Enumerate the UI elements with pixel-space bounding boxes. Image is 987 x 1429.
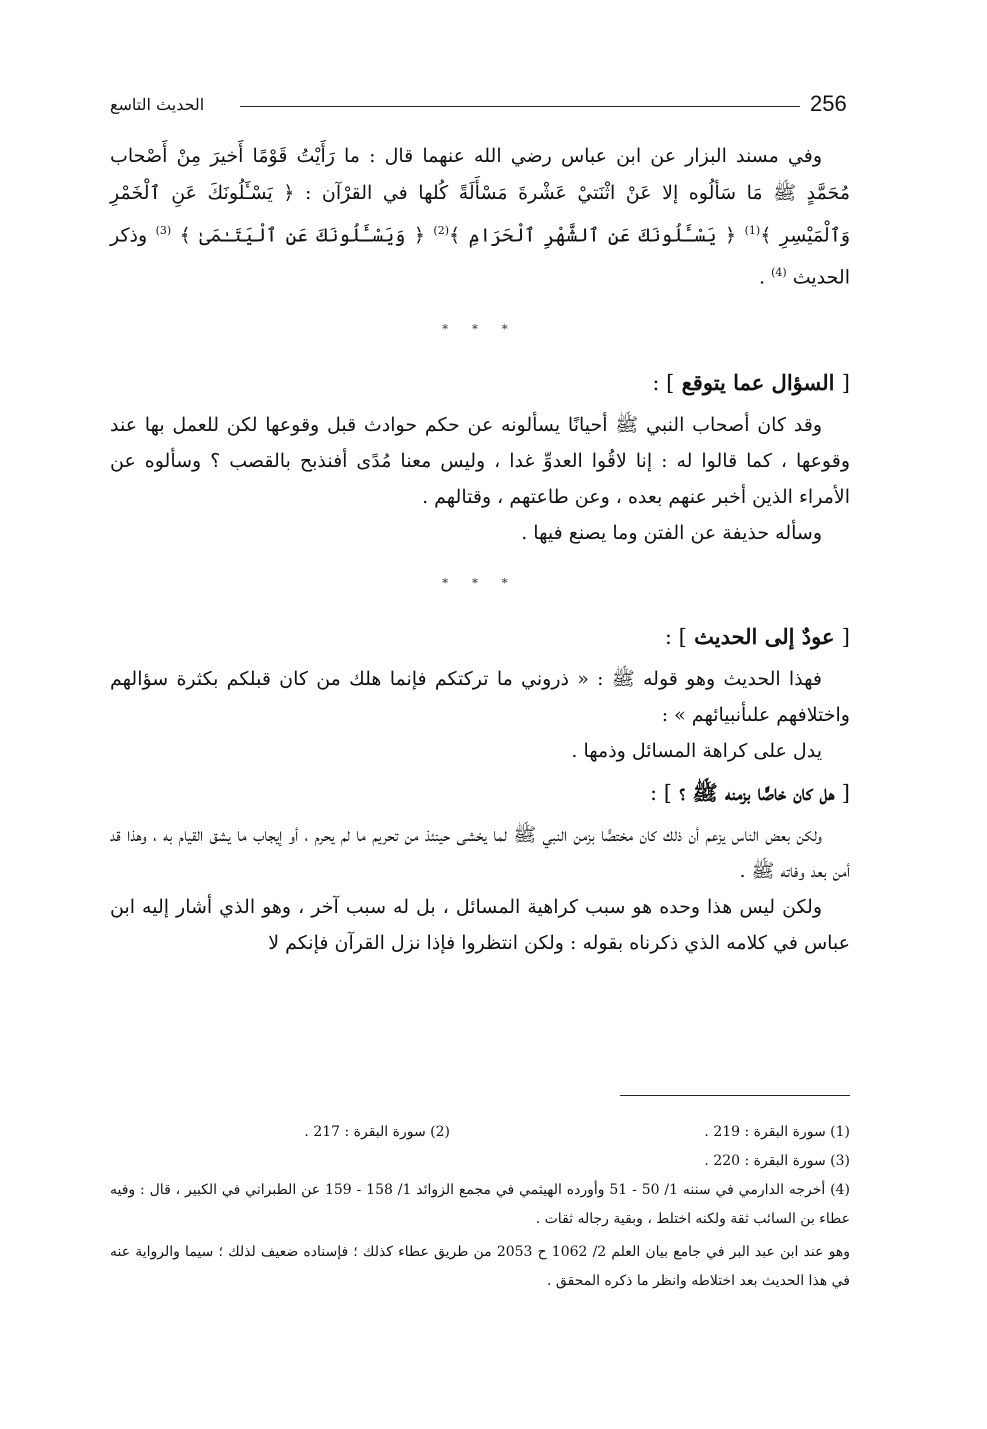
paragraph-text: وفي مسند البزار عن ابن عباس رضي الله عنهما قال : ما رَأَيْتُ قَوْمًا أَخيرَ مِنْ أَصْحاب مُحَمَّدٍ ﷺ مَا سَألُوه إلا عَنْ اثْنَتيْ عَشْرةَ مَسْأَلَةً كُلها في القرْآن : ﴿ يَسْـَٔلُونَكَ عَنِ ٱلْخَمْرِ وَٱلْمَيْسِرِ ﴾ <box>110 145 851 247</box>
heading-bracket-open: [ <box>841 370 850 395</box>
section-heading <box>110 363 850 403</box>
quran-verse: ﴿ وَيَسْـَٔلُونَكَ عَنِ ٱلْيَتَـٰمَىٰ ﴾ <box>179 224 425 247</box>
footnote-ref: (1) <box>744 224 761 237</box>
page-number: 256 <box>810 91 847 116</box>
footnote-row <box>110 1118 850 1147</box>
paragraph: ولكن ليس هذا وحده هو سبب كراهية المسائل ، بل له سبب آخر ، وهو الذي أشار إليه ابن عباس في كلامه الذي ذكرناه بقوله : ولكن انتظروا فإذا نزل القرآن فإنكم لا <box>110 895 850 954</box>
paragraph-text: وذكر الحديث <box>110 224 850 289</box>
quran-verse: ﴿ يَسْـَٔلُونَكَ عَنِ ٱلشَّهْرِ ٱلْحَرَامِ ﴾ <box>449 224 737 247</box>
footnote-ref: (3) <box>155 224 172 237</box>
section-heading <box>110 617 850 657</box>
paragraph-bazzar <box>110 138 850 297</box>
heading-bracket-open: [ <box>841 780 850 805</box>
footnote: (3) سورة البقرة : 220 . <box>704 1153 850 1169</box>
footnote: (1) سورة البقرة : 219 . <box>704 1124 850 1140</box>
footnote: وهو عند ابن عبد البر في جامع بيان العلم 2/ 1062 ح 2053 من طريق عطاء كذلك ؛ فإسناده ضعيف لذلك ؛ سيما والرواية عنه في هذا الحديث بعد اختلاطه وانظر ما ذكره المحقق . <box>110 1244 851 1289</box>
footnote-ref: (2) <box>433 224 450 237</box>
heading-bracket-close: ] : <box>652 370 675 395</box>
footnotes <box>110 1118 850 1296</box>
chapter-title: الحديث التاسع <box>110 95 205 114</box>
paragraph: ولكن بعض الناس يزعم أن ذلك كان مختصًّا بزمن النبي ﷺ لما يخشى حينئذ من تحريم ما لم يحرم ، أو إيجاب ما يشق القيام به ، وهذا قد أمن بعد وفاته ﷺ . <box>110 823 850 882</box>
heading-bracket-close: ] : <box>649 780 672 805</box>
footnote: (2) سورة البقرة : 217 . <box>304 1124 450 1140</box>
section-separator: * * * <box>442 575 518 590</box>
heading-text: السؤال عما يتوقع <box>681 369 835 395</box>
running-head <box>110 90 850 124</box>
paragraph-text: . <box>759 266 766 289</box>
heading-bracket-close: ] : <box>664 624 687 649</box>
book-page <box>110 90 850 1370</box>
paragraph: فهذا الحديث وهو قوله ﷺ : « ذروني ما تركتكم فإنما هلك من كان قبلكم بكثرة سؤالهم واختلافهم علىأنبيائهم » : <box>110 667 850 726</box>
section-heading <box>110 773 850 813</box>
footnote-ref: (4) <box>771 266 787 280</box>
paragraph: وقد كان أصحاب النبي ﷺ أحيانًا يسألونه عن حكم حوادث قبل وقوعها لكن للعمل بها عند وقوعها ، كما قالوا له : إنا لاقُوا العدوِّ غدا ، وليس معنا مُدًى أفنذبح بالقصب ؟ وسألوه عن الأمراء الذين أخبر عنهم بعده ، وعن طاعتهم ، وقتالهم . <box>110 413 850 508</box>
paragraph: يدل على كراهة المسائل وذمها . <box>571 739 822 762</box>
section-separator: * * * <box>442 321 518 336</box>
paragraph: وسأله حذيفة عن الفتن وما يصنع فيها . <box>521 521 822 544</box>
heading-text: هل كان خاصًّا بزمنه ﷺ ؟ <box>679 779 835 805</box>
heading-text: عودٌ إلى الحديث <box>694 623 835 649</box>
footnote-rule <box>620 1095 850 1096</box>
main-text <box>110 138 850 961</box>
header-rule <box>240 106 800 107</box>
heading-bracket-open: [ <box>841 624 850 649</box>
footnote: (4) أخرجه الدارمي في سننه 1/ 50 - 51 وأورده الهيثمي في مجمع الزوائد 1/ 158 - 159 عن الطبراني في الكبير ، قال : وفيه عطاء بن السائب ثقة ولكنه اختلط ، وبقية رجاله ثقات . <box>110 1182 851 1227</box>
